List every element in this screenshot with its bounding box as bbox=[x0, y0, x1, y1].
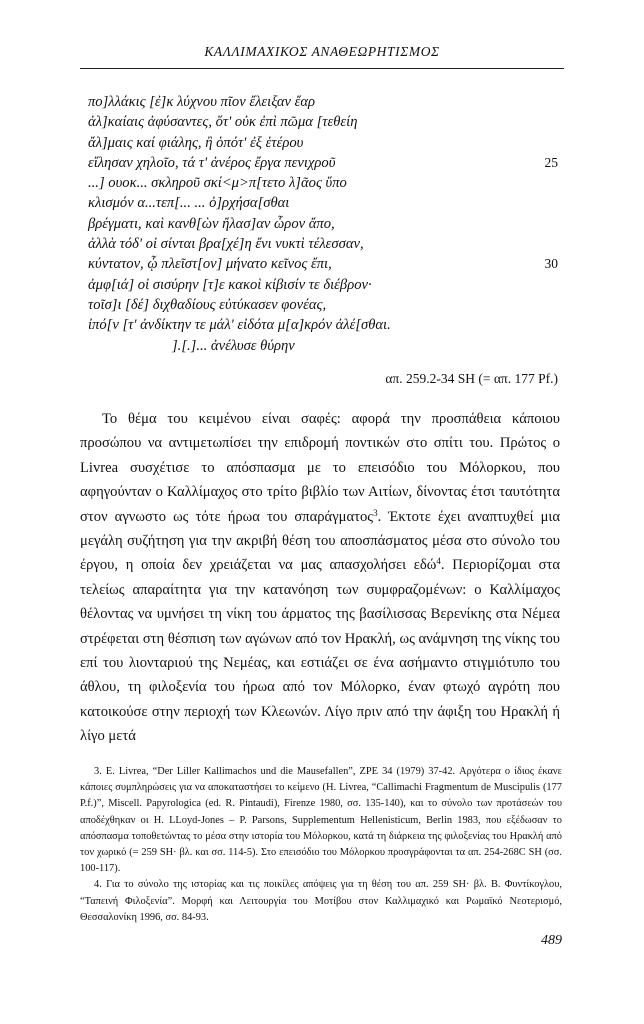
body-text-part: . Περιορίζομαι στα τελείως απαραίτητα για την κατανόηση των συμφραζομένων: ο Καλλίμαχος θέλοντας να υμνήσει τη νίκη του άρματος της βασίλισσας Βερενίκης στα Νέμεα στρέφεται στη θέσπιση των αγώνων από τον Ηρακλή, ως ανάμνηση της νίκης του επί του λιονταριού της Νεμέας, και εστιάζει σε ένα ασήμαντο στιγμιότυπο του άθλου, τη φιλοξενία του ήρωα από τον Μόλορκο, έναν φτωχό αγρότη που κατοικούσε στην περιοχή των Κλεωνών. Λίγο πριν από την άφιξη του Ηρακλή ή λίγο μετά bbox=[80, 557, 560, 745]
poem-line-text: ἀλλὰ τόδ' οἱ σίνται βρα[χέ]η ἔνι νυκτὶ τέλεσσαν, bbox=[88, 236, 364, 253]
poem-line-text: κύντατον, ᾧ πλεῖστ[ον] μήνατο κεῖνος ἔπι, bbox=[88, 256, 332, 273]
poem-line bbox=[88, 112, 558, 132]
footnote: 3. E. Livrea, “Der Liller Kallimachos und die Mausefallen”, ZPE 34 (1979) 37-42. Αργότερα ο ίδιος έκανε κάποιες συμπληρώσεις για να αποκαταστήσει το κείμενο (H. Livrea, “Callimachi Fragmentum de Muscipulis (177 P.f.)”, Miscell. Papyrologica (ed. R. Pintaudi), Firenze 1980, σσ. 135-140), και το σύνολο των προτάσεών του αποδέχθηκαν οι H. LLoyd-Jones – P. Parsons, Supplementum Hellenisticum, Berlin 1983, που εξέδωσαν το απόσπασμα τοποθετώντας το μέσα στην ιστορία του Μόλορκου, κατά τη διάρκεια της φιλοξενίας του Ηρακλή από τον χωρικό (= 259 SH· βλ. και σσ. 114-5). Στο επεισόδιο του Μόλορκου προσγράφονται τα απ. 254-268C SH (σσ. 100-117). bbox=[80, 766, 562, 875]
poem-line bbox=[88, 133, 558, 153]
poem-line bbox=[88, 92, 558, 112]
footnote-ref[interactable]: 3 bbox=[373, 507, 378, 518]
body-text-part: Το θέμα του κειμένου είναι σαφές: αφορά την προσπάθεια κάποιου προσώπου να αντιμετωπίσει την επιδρομή ποντικών στο σπίτι του. Πρώτος ο Livrea συσχέτισε το απόσπασμα με το επεισόδιο του Μόλορκου, που αφηγούνταν ο Καλλίμαχος στο τρίτο βιβλίο των Αιτίων, δίνοντας έτσι ταυτότητα στον αγνωστο ως τότε ήρωα του σπαράγματος bbox=[80, 411, 560, 525]
poem-line-text: πο]λλάκις [ἐ]κ λύχνου πῖον ἔλειξαν ἔαρ bbox=[88, 94, 316, 110]
poem-line-text: ἰπό[ν [τ' ἀνδίκτην τε μάλ' εἰδότα μ[α]κρόν ἀλέ[σθαι. bbox=[88, 317, 391, 334]
page-number: 489 bbox=[541, 933, 562, 948]
poem-line-text: ...] ουοκ... σκληροῦ σκί<μ>π[τετο λ]ᾶος ὕπο bbox=[88, 175, 347, 192]
poem-line bbox=[88, 234, 558, 254]
footnote-ref[interactable]: 4 bbox=[436, 556, 441, 567]
poem-line-text: ἄλ]μαις καί φιάλης, ἢ ὁπότ' ἐξ ἑτέρου bbox=[88, 134, 304, 151]
line-number: 30 bbox=[544, 256, 558, 272]
poem-line bbox=[88, 275, 558, 295]
footnote: 4. Για το σύνολο της ιστορίας και τις ποικίλες απόψεις για τη θέση του απ. 259 SH· βλ. Β. Φυντίκογλου, “Ταπεινή Φιλοξενία”. Μορφή και Λειτουργία του Μοτίβου στον Καλλιμαχικό και Ρωμαϊκό Νεοτερισμό, Θεσσαλονίκη 1996, σσ. 84-93. bbox=[80, 879, 562, 923]
poem-line bbox=[88, 193, 558, 213]
fragment-source: απ. 259.2-34 SH (= απ. 177 Pf.) bbox=[385, 371, 558, 386]
poem-line-text: εἴλησαν χηλοῖο, τά τ' ἀνέρος ἔργα πενιχροῦ bbox=[88, 154, 336, 171]
poem-line bbox=[88, 214, 558, 234]
poem-line bbox=[88, 315, 558, 335]
poem-line bbox=[88, 153, 558, 173]
poem-block bbox=[88, 92, 558, 356]
poem-line-text: κλισμόν α...τεπ[... ... ὀ]ρχήσα[σθαι bbox=[88, 195, 290, 212]
poem-line bbox=[88, 254, 558, 274]
line-number: 25 bbox=[544, 154, 558, 170]
poem-line bbox=[88, 173, 558, 193]
header-rule bbox=[80, 68, 564, 69]
poem-line-text: ἀλ]καίαις ἀφύσαντες, ὅτ' οὐκ ἐπὶ πῶμα [τεθείη bbox=[88, 114, 358, 131]
footnotes bbox=[80, 764, 562, 926]
body-text-part: . Έκτοτε έχει αναπτυχθεί μια μεγάλη συζήτηση για την ακριβή θέση του αποσπάσματος μέσα στο σύνολο του έργου, η οποία δεν χρειάζεται να μας απασχολήσει εδώ bbox=[80, 508, 560, 574]
poem-line bbox=[88, 336, 558, 356]
poem-line-text: ].[.]... ἀνέλυσε θύρην bbox=[172, 337, 295, 354]
poem-line-text: ἀμφ[ιά] οἱ σισύρην [τ]ε κακοὶ κίβισίν τε διέβρον· bbox=[88, 276, 372, 293]
poem-line-text: βρέγματι, καὶ κανθ[ὼν ἤλασ]αν ὧρον ἄπο, bbox=[88, 215, 335, 232]
body-paragraph bbox=[80, 407, 560, 749]
poem-line bbox=[88, 295, 558, 315]
poem-line-text: τοῖσ]ι [δέ] διχθαδίους εὐτύκασεν φονέας, bbox=[88, 296, 327, 313]
running-head: ΚΑΛΛΙΜΑΧΙΚΟΣ ΑΝΑΘΕΩΡΗΤΙΣΜΟΣ bbox=[204, 44, 440, 59]
